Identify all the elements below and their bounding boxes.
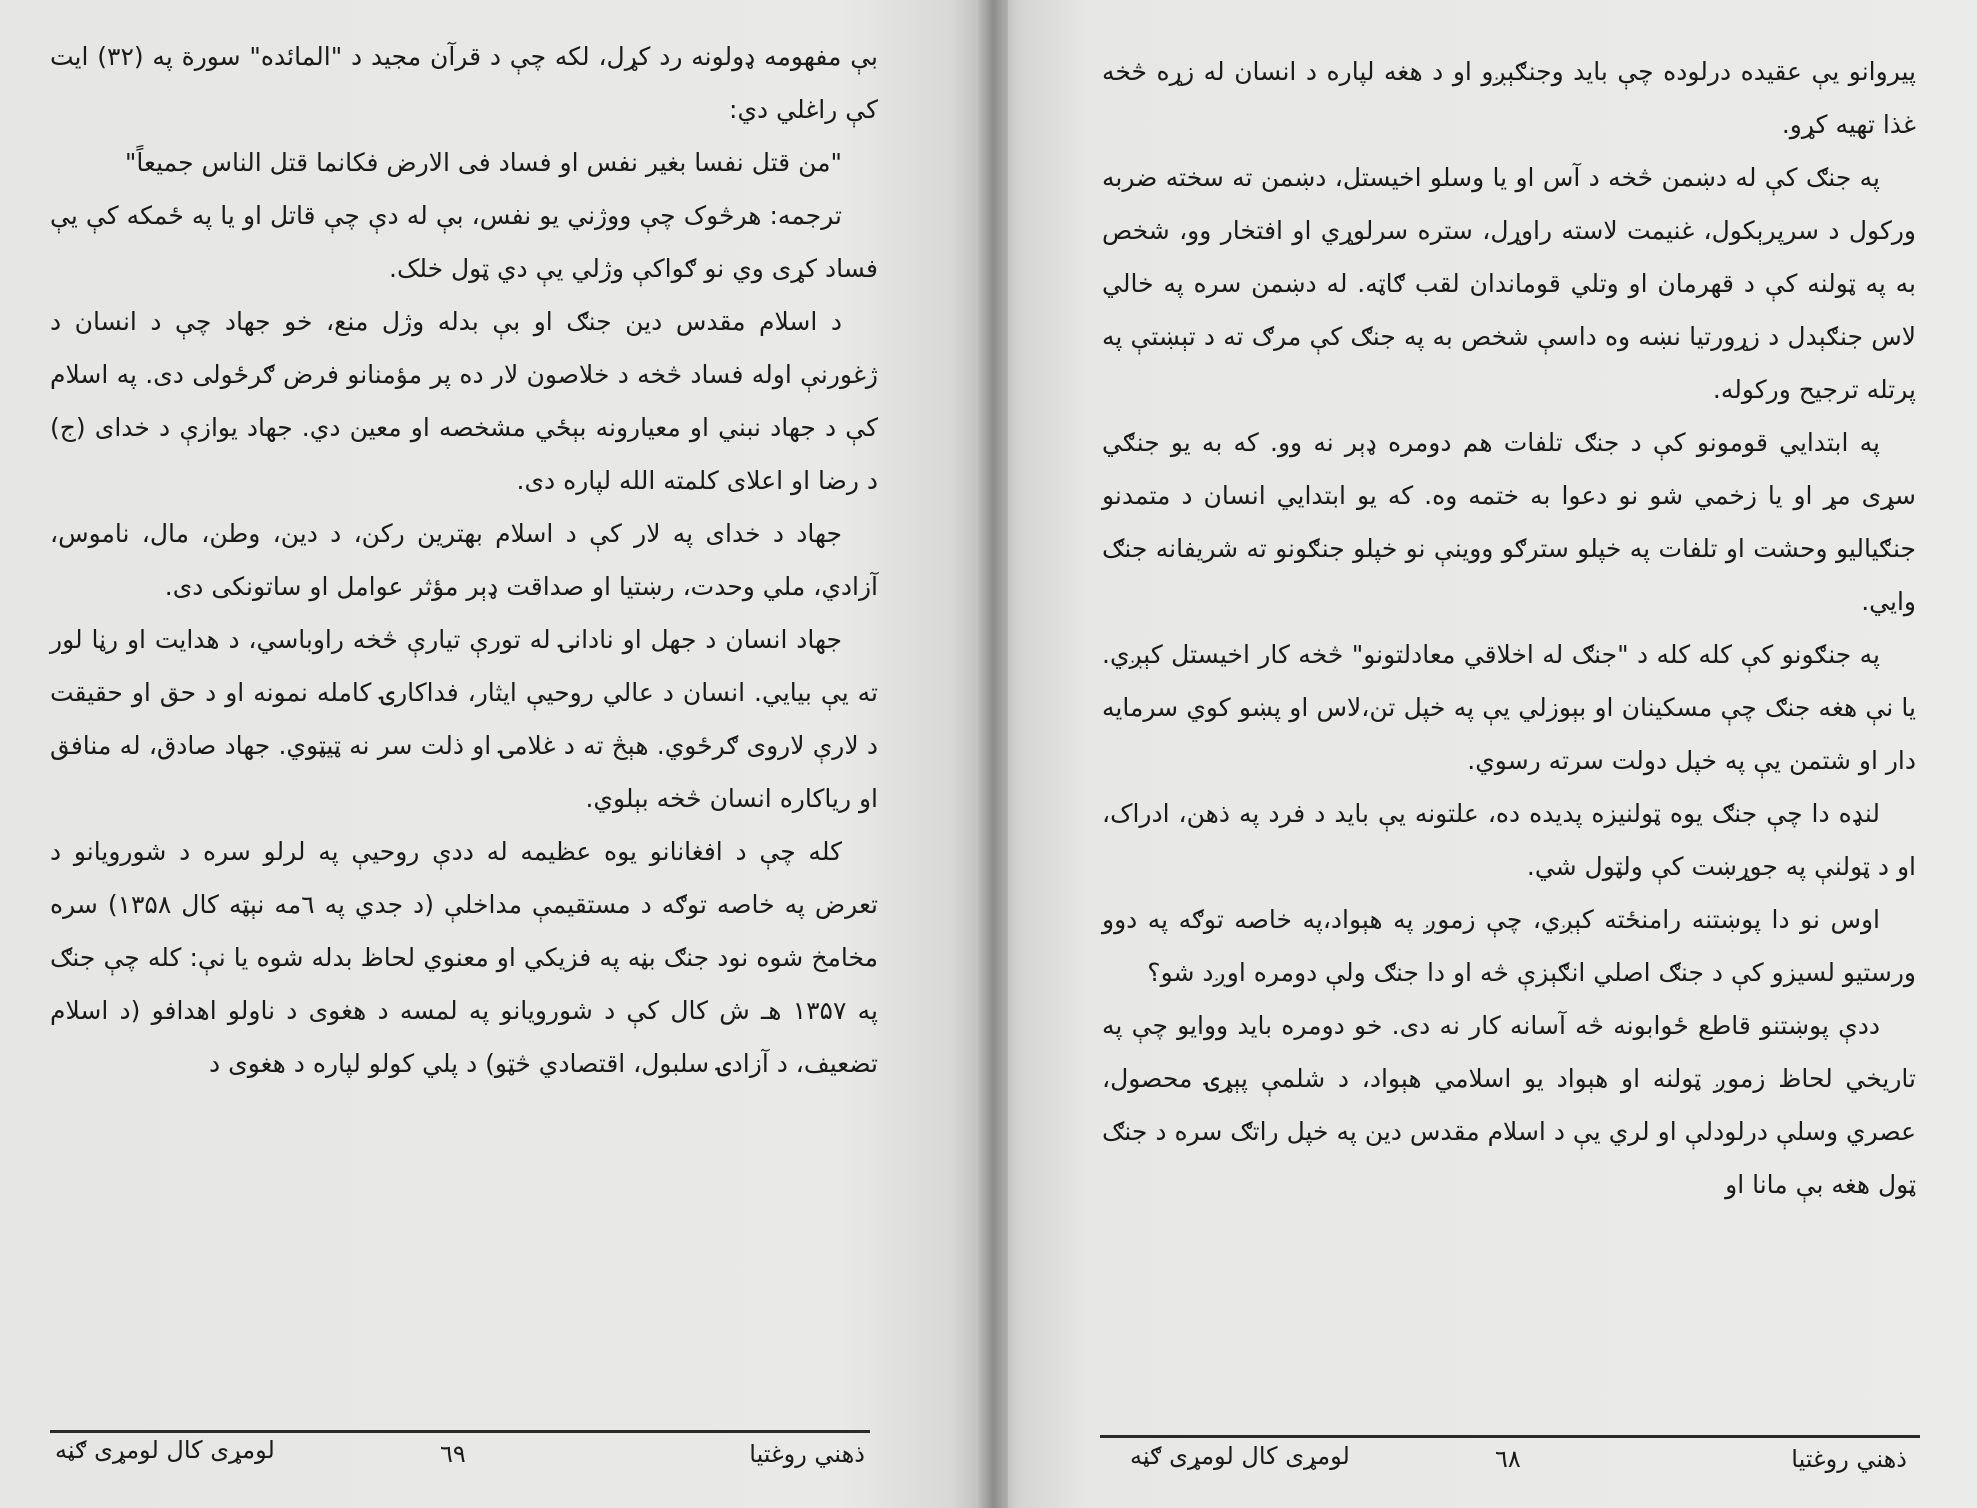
quran-quote: "من قتل نفسا بغیر نفس او فساد فی الارض فکانما قتل الناس جمیعاً" — [124, 148, 842, 177]
paragraph: په جنګونو کې کله کله د "جنګ له اخلاقي معادلتونو" څخه کار اخیستل کېږي. یا نې هغه جنګ چې مسکینان او بېوزلي يې په خپل تن،لاس او پښو کوي سرمایه دار او شتمن يې په خپل دولت سرته رسوي. — [1102, 640, 1916, 775]
paragraph: پیروانو يې عقیده درلوده چې باید وجنګېږو او د هغه لپاره د انسان له زړه څخه غذا تهیه کړو. — [1102, 57, 1916, 139]
paragraph: ترجمه: هرڅوک چې ووژني یو نفس، بې له دې چې قاتل او یا په ځمکه کې يې فساد کړی وي نو ګواکې وژلي يې دي ټول خلک. — [50, 201, 878, 283]
left-page-text — [50, 30, 878, 1090]
paragraph: د اسلام مقدس دین جنګ او بې بدله وژل منع، خو جهاد چې د انسان د ژغورنې اوله فساد څخه د خلاصون لار ده پر مؤمنانو فرض ګرځولی دی. په اسلام کې د جهاد نبني او معیارونه بېځي مشخصه او معین دي. جهاد یوازې د خدای (ج) د رضا او اعلای کلمته الله لپاره دی. — [50, 307, 878, 495]
footer-rule — [1100, 1435, 1920, 1438]
paragraph: بې مفهومه ډولونه رد کړل، لکه چې د قرآن مجید د "المائده" سورة په (۳۲) ایت کې راغلي دي: — [50, 42, 878, 124]
page-number: ٦٩ — [440, 1440, 466, 1468]
right-page — [990, 0, 1977, 1508]
footer-issue: لومړی کال لومړی ګڼه — [1130, 1442, 1350, 1470]
book-gutter — [978, 0, 1008, 1508]
paragraph: جهاد د خدای په لار کې د اسلام بهترین رکن، د دین، وطن، مال، ناموس، آزادي، ملي وحدت، رښتیا او صداقت ډېر مؤثر عوامل او ساتونکی دی. — [50, 519, 878, 601]
footer-issue: لومړی کال لومړی ګڼه — [55, 1436, 275, 1464]
footer-book-title: ذهني روغتیا — [1791, 1445, 1907, 1473]
right-page-text — [1102, 45, 1916, 1211]
paragraph: په جنګ کې له دښمن څخه د آس او یا وسلو اخیستل، دښمن ته سخته ضربه ورکول د سرپرېکول، غنیمت لاسته راوړل، ستره سرلوړي او افتخار وو، شخص به په ټولنه کې د قهرمان او وتلي قوماندان لقب ګاټه. له دښمن سره په خالي لاس جنګېدل د زړورتیا نښه وه داسې شخص به په جنګ کې مرګ ته د تېښتې په پرتله ترجیح ورکوله. — [1102, 163, 1916, 404]
paragraph: کله چې د افغانانو یوه عظیمه له ددې روحیې په لرلو سره د شورویانو د تعرض په خاصه توګه د مستقیمې مداخلې (د جدي په ٦مه نېټه کال ۱۳۵۸) سره مخامخ شوه نود جنګ بڼه په فزیکي او معنوي لحاظ بدله شوه یا نې: کله چې جنګ په ۱۳۵۷ هـ ش کال کې د شورویانو په لمسه د هغوی د ناولو اهدافو (د اسلام تضعیف، د آزادۍ سلبول، اقتصادي څټو) د پلي کولو لپاره د هغوی د — [50, 837, 878, 1078]
paragraph: لنډه دا چې جنګ یوه ټولنیزه پدیده ده، علتونه يې باید د فرد په ذهن، ادراک، او د ټولنې په جوړښت کې ولټول شي. — [1102, 799, 1916, 881]
footer-book-title: ذهني روغتیا — [749, 1440, 865, 1468]
page-number: ٦٨ — [1495, 1445, 1521, 1473]
paragraph: په ابتدايي قومونو کې د جنګ تلفات هم دومره ډېر نه وو. که به یو جنګي سړی مړ او یا زخمي شو نو دعوا به ختمه وه. که یو ابتدايي انسان د متمدنو جنګیالیو وحشت او تلفات په خپلو سترګو ووینې نو خپلو جنګونو ته شریفانه جنګ وايي. — [1102, 428, 1916, 616]
paragraph: اوس نو دا پوښتنه رامنځته کېږي، چې زموږ په هېواد،په خاصه توګه په دوو ورستیو لسیزو کې د جنګ اصلي انګېزې څه او دا جنګ ولې دومره اوږد شو؟ — [1102, 905, 1916, 987]
paragraph: جهاد انسان د جهل او نادانۍ له تورې تیارې څخه راوباسي، د هدایت او رڼا لور ته يې بیايي. انسان د عالي روحيې ایثار، فداکارۍ کامله نمونه او د حق او حقیقت د لارې لاروی ګرځوي. هېڅ ته د غلامۍ او ذلت سر نه ټیټوي. جهاد صادق، له منافق او ریاکاره انسان څخه بېلوي. — [50, 625, 878, 813]
paragraph: ددې پوښتنو قاطع ځوابونه څه آسانه کار نه دی. خو دومره باید ووایو چې په تاریخي لحاظ زموږ ټولنه او هېواد یو اسلامي هېواد، د شلمې پېړۍ محصول، عصري وسلې درلودلې او لري يې د اسلام مقدس دین په خپل راتګ سره د جنګ ټول هغه بې مانا او — [1102, 1011, 1916, 1199]
footer-rule — [50, 1430, 870, 1433]
